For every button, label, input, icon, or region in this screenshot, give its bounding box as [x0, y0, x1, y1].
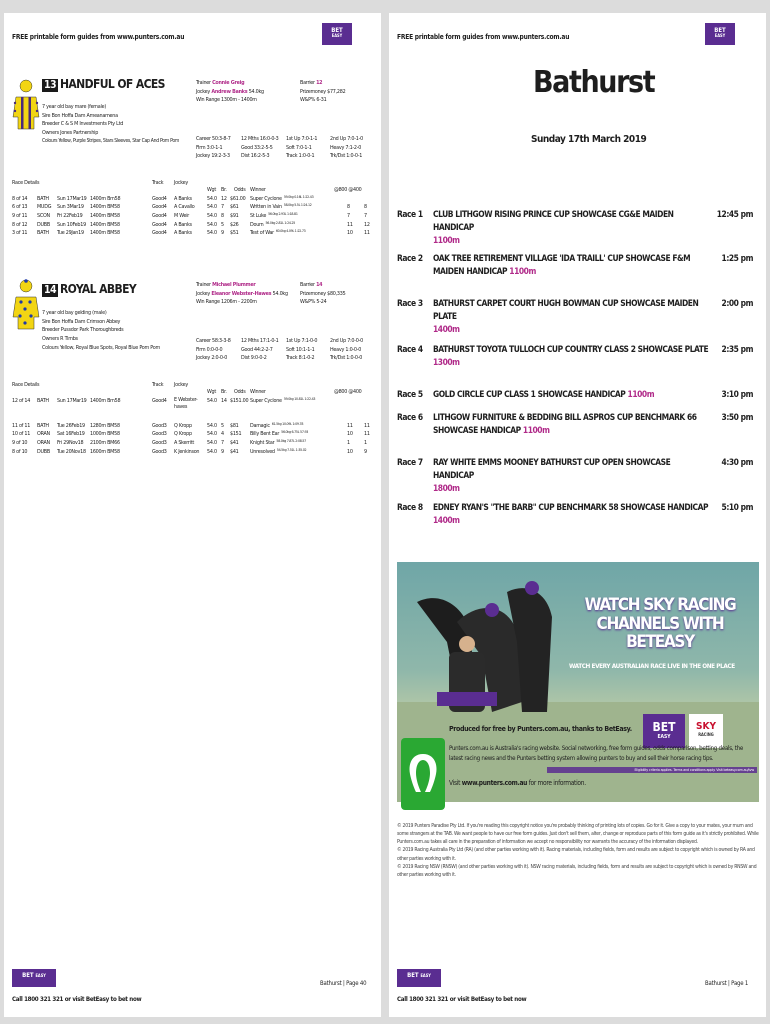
beteasy-footer-logo[interactable]: BET EASY [12, 969, 56, 987]
horse-details: 7 year old bay gelding (male) Sire Bon Hoffa Dam Crimson Abbey Breeder Pussdor Park Thoroughbreds Owners R Timbs Colours Yellow, Royal Blue Spots, Royal Blue Pom Pom [42, 310, 160, 351]
beteasy-footer-logo[interactable]: BET EASY [397, 969, 441, 987]
footer-call-to-action[interactable]: Call 1800 321 321 or visit BetEasy to bet now [12, 996, 142, 1003]
horse-details: 7 year old bay mare (female) Sire Bon Hoffa Dam Ameanamena Breeder C & S M Investments Pty Ltd Owners Jones Partnership Colours Yellow, Purple Stripes, Stars Sleeves, Star Cap And Pom Pom [42, 104, 180, 144]
meeting-date: Sunday 17th March 2019 [531, 134, 647, 145]
venue-title: Bathurst [533, 65, 655, 100]
horse-number: 14 [44, 284, 56, 296]
beteasy-logo[interactable]: BET EASY [322, 23, 352, 45]
form-runs-list [12, 195, 374, 238]
produced-by-text: Produced for free by Punters.com.au, thanks to BetEasy. [449, 725, 632, 733]
beteasy-logo[interactable]: BET EASY [705, 23, 735, 45]
form-run-row: 6 of 13 MUDG Sun 3Mar19 1400m BM58 Good4 A Cavallo 54.0 7 $61 Written in Vain 58.0kg 5.5L 1:24.12 8 8 [12, 203, 367, 211]
form-run-row: 11 of 11 BATH Tue 26Feb19 1280m BM58 Good3 Q Kropp 54.0 5 $81 Damagic 61.5kg 10.09L 1:09.78 11 11 [12, 421, 370, 429]
sky-racing-advertisement[interactable] [397, 562, 759, 802]
ad-headline: WATCH SKY RACING CHANNELS WITH BETEASY [584, 595, 736, 653]
form-run-row: 12 of 14 BATH Sun 17Mar19 1400m Bm58 Good4 E Webster-haves 54.0 14 $151.00 Super Cyclone 59.0kg 10.81L 1:22.43 [12, 396, 316, 410]
ad-subheadline: WATCH EVERY AUSTRALIAN RACE LIVE IN THE ONE PLACE [569, 662, 735, 670]
form-runs-header: Race Details Track Jockey [12, 382, 189, 388]
form-runs-table: Race Details Track Jockey Wgt Br. Odds Winner @800 @400 12 of 14 BATH Sun 17Mar19 1400m Bm58 Good4 E Webster-haves 54.0 14 $151.00 Super Cyclone 59.0kg 10.81L 1:22.43 11 of 11 BATH Tue 26Feb19 1280m BM58 Good3 Q Kropp 54.0 5 $81 Damagic 61.5kg 10.09L 1:09.78 11 11 10 of 11 ORAN Sat 16Feb19 1000m BM58 Good3 Q Kropp 54.0 4 $151 Billy Bent Ear 56.0kg 6.75L 57.93 10 11 9 of 10 ORAN Fri 29Nov18 2100m BM66 Good3 A Skerritt 54.0 7 $41 Knight Star 58.0kg 7.87L 2:08.57 1 1 8 of 10 DUBB Tue 20Nov18 1600m BM58 Good3 K Jenkinson 54.0 9 $41 Unresolved 54.5kg 7.51L 1:35.02 10 9 [12, 381, 374, 456]
jockey-link[interactable]: Andrew Banks [211, 88, 248, 95]
barrier-info: Barrier 12 Prizemoney $77,282 W&P% 6-31 [300, 80, 346, 104]
legal-notices: © 2019 Punters Paradise Pty Ltd. If you're reading this copyright notice you're probably thinking of printing lots of copies. Go for it. Give a copy to your mates, your mum and some strangers at the TAB. We want people to have our free form guides. Just don't sell them, alter, change or reproduce parts of this form guide as it's strictly prohibited. While Punters.com.au takes all care in the preparation of information we accept no responsibility nor warrants the accuracy of the information displayed. © 2019 Racing Australia Pty Ltd (RA) (and other parties working with it). Racing materials, including fields, form and results are subject to copyright which is owned by RA and other parties working with it. © 2019 Racing NSW (RNSW) (and other parties working with it). NSW racing materials, including fields, form and results are subject to copyright which is owned by RNSW and other parties working with it. [397, 823, 759, 878]
footer-call-to-action[interactable]: Call 1800 321 321 or visit BetEasy to bet now [397, 996, 527, 1003]
punters-link[interactable]: www.punters.com.au [461, 779, 528, 787]
ad-fine-print: Eligibility criteria applies. Terms and conditions apply. Visit beteasy.com.au/tvw [547, 767, 757, 773]
trainer-info: Trainer Connie Greig Jockey Andrew Banks 54.0kg Win Range 1300m - 1400m [196, 80, 264, 104]
visit-punters: Visit www.punters.com.au for more information. [449, 779, 586, 787]
jockey-silks-icon [12, 279, 40, 331]
trainer-info: Trainer Michael Plummer Jockey Eleanor Webster-Hawes 54.0kg Win Range 1206m - 2200m [196, 282, 288, 306]
barrier-info: Barrier 14 Prizemoney $80,335 W&P% 5-24 [300, 282, 346, 306]
form-run-row: 10 of 11 ORAN Sat 16Feb19 1000m BM58 Good3 Q Kropp 54.0 4 $151 Billy Bent Ear 56.0kg 6.75L 57.93 10 11 [12, 430, 370, 438]
ad-beteasy-logo: BET EASY [643, 714, 685, 748]
horse-number: 13 [44, 79, 56, 91]
form-run-row: 9 of 10 ORAN Fri 29Nov18 2100m BM66 Good3 A Skerritt 54.0 7 $41 Knight Star 58.0kg 7.87L 2:08.57 1 1 [12, 438, 367, 446]
form-run-row: 8 of 14 BATH Sun 17Mar19 1400m Bm58 Good4 A Banks 54.0 12 $61.00 Super Cyclone 59.0kg 0.16L 1:22.43 [12, 194, 314, 202]
form-runs-table: Race Details Track Jockey Wgt Br. Odds Winner @800 @400 8 of 14 BATH Sun 17Mar19 1400m Bm58 Good4 A Banks 54.0 12 $61.00 Super Cyclone 59.0kg 0.16L 1:22.43 6 of 13 MUDG Sun 3Mar19 1400m BM58 Good4 A Cavallo 54.0 7 $61 Written in Vain 58.0kg 5.5L 1:24.12 8 8 9 of 11 SCON Fri 22Feb19 1400m BM58 Good4 M Weir 54.0 8 $91 St Luke 56.0kg 2.93L 1:18.81 7 7 8 of 12 DUBB Sun 10Feb19 1400m BM58 Good4 A Banks 54.0 5 $26 Dourn 56.0kg 2.81L 1:24.25 11 12 3 of 11 BATH Tue 29Jan19 1400m BM58 Good4 A Banks 54.0 9 $51 Test of War 60.0kg 4.09L 1:22.73 10 11 [12, 179, 374, 238]
page-header-text: FREE printable form guides from www.punters.com.au [397, 33, 570, 41]
jockey-silks-icon [12, 79, 40, 131]
form-run-row: 8 of 12 DUBB Sun 10Feb19 1400m BM58 Good4 A Banks 54.0 5 $26 Dourn 56.0kg 2.81L 1:24.25 11 12 [12, 220, 370, 228]
form-runs-list [12, 397, 374, 457]
jockey-link[interactable]: Eleanor Webster-Hawes [211, 290, 272, 297]
sky-racing-logo: SKY RACING [689, 714, 723, 748]
form-run-row: 8 of 10 DUBB Tue 20Nov18 1600m BM58 Good3 K Jenkinson 54.0 9 $41 Unresolved 54.5kg 7.51L 1:35.02 10 9 [12, 447, 367, 455]
horse-title [42, 283, 136, 297]
horse-title [42, 78, 165, 92]
form-run-row: 3 of 11 BATH Tue 29Jan19 1400m BM58 Good4 A Banks 54.0 9 $51 Test of War 60.0kg 4.09L 1:22.73 10 11 [12, 229, 370, 237]
form-runs-header: Race Details Track Jockey [12, 180, 189, 186]
page-header-text: FREE printable form guides from www.punters.com.au [12, 33, 185, 41]
page-number: Bathurst | Page 1 [705, 980, 749, 987]
trainer-link[interactable]: Connie Greig [212, 80, 245, 86]
punters-app-icon[interactable] [401, 738, 445, 810]
form-run-row: 9 of 11 SCON Fri 22Feb19 1400m BM58 Good4 M Weir 54.0 8 $91 St Luke 56.0kg 2.93L 1:18.81 7 7 [12, 211, 367, 219]
stats-table: Career 58:3-3-8 12 Mths 17:1-0-1 1st Up 7:1-0-0 2nd Up 7:0-0-0 Firm 0:0-0-0 Good 44:2-2-7 Soft 10:1-1-1 Heavy 1:0-0-0 Jockey 2:0-0-0 Dist 9:0-0-2 Track 8:1-0-2 Trk/Dst 1:0-0-0 [196, 338, 363, 362]
trainer-link[interactable]: Michael Plummer [212, 282, 256, 288]
stats-table: Career 50:3-8-7 12 Mths 16:0-0-3 1st Up 7:0-1-1 2nd Up 7:0-1-0 Firm 3:0-1-1 Good 33:2-5-5 Soft 7:0-1-1 Heavy 7:1-2-0 Jockey 19:2-3-3 Dist 16:2-5-3 Track 1:0-0-1 Trk/Dst 1:0-0-1 [196, 136, 363, 160]
about-punters-text: Punters.com.au is Australia's racing website. Social networking, free form guides, odds comparison, betting deals, the latest racing news and the Punters betting system allowing punters to buy and sell their horse racing tips. [449, 745, 743, 762]
horse-name: ROYAL ABBEY [59, 282, 137, 296]
page-number: Bathurst | Page 40 [320, 980, 367, 987]
horse-name: HANDFUL OF ACES [59, 77, 165, 91]
horseshoe-icon [401, 738, 445, 810]
form-guide-page-left [4, 13, 381, 1017]
form-guide-page-right: FREE printable form guides from www.punters.com.au BET EASY Bathurst Sunday 17th March 2019 Race 1 CLUB LITHGOW RISING PRINCE CUP SHOWCASE CG&E MAIDEN HANDICAP 1100m 12:45 pm Race 2 OAK TREE RETIREMENT VILLAGE 'IDA TRAILL' CUP SHOWCASE F&M MAIDEN HANDICAP 1100m 1:25 pm Race 3 BATHURST CARPET COURT HUGH BOWMAN CUP SHOWCASE MAIDEN PLATE 1400m 2:00 pm Race 4 BATHURST TOYOTA TULLOCH CUP COUNTRY CLASS 2 SHOWCASE PLATE 1300m 2:35 pm Race 5 GOLD CIRCLE CUP CLASS 1 SHOWCASE HANDICAP 1100m 3:10 pm Race 6 LITHGOW FURNITURE & BEDDING BILL ASPROS CUP BENCHMARK 66 SHOWCASE HANDICAP 1100m 3:50 pm Race 7 RAY WHITE EMMS MOONEY BATHURST CUP OPEN SHOWCASE HANDICAP 1800m 4:30 pm Race 8 EDNEY RYAN'S "THE BARB" CUP BENCHMARK 58 SHOWCASE HANDICAP 1400m 5:10 pm WATCH SKY RACING CHANNELS WITH BETEASY WATCH EVERY AUSTRALIAN RACE LIVE IN THE ONE PLACE BET EASY SKY RACING Eligibility criteria applies. Terms and conditions apply. Visit beteasy.com.au/tvw Produced for free by Punters.com.au, thanks to BetEasy. Punters.com.au is Australia's racing website. Social networking, free form guides, odds comparison, betting deals, the latest racing news and the Punters betting system allowing punters to buy and sell their horse racing tips. Visit www.punters.com.au for more information. © 2019 Punters Paradise Pty Ltd. If you're reading this copyright notice you're probably thinking of printing lots of copies. Go for it. Give a copy to your mates, your mum and some strangers at the TAB. We want people to have our free form guides. Just don't sell them, alter, change or reproduce parts of this form guide as it's strictly prohibited. While Punters.com.au takes all care in the preparation of information we accept no responsibility nor warrants the accuracy of the information displayed. © 2019 Racing Australia Pty Ltd (RA) (and other parties working with it). Racing materials, including fields, form and results are subject to copyright which is owned by RA and other parties working with it. © 2019 Racing NSW (RNSW) (and other parties working with it). NSW racing materials, including fields, form and results are subject to copyright which is owned by RNSW and other parties working with it. BET EASY Bathurst | Page 1 Call 1800 321 321 or visit BetEasy to bet now [389, 13, 766, 1017]
